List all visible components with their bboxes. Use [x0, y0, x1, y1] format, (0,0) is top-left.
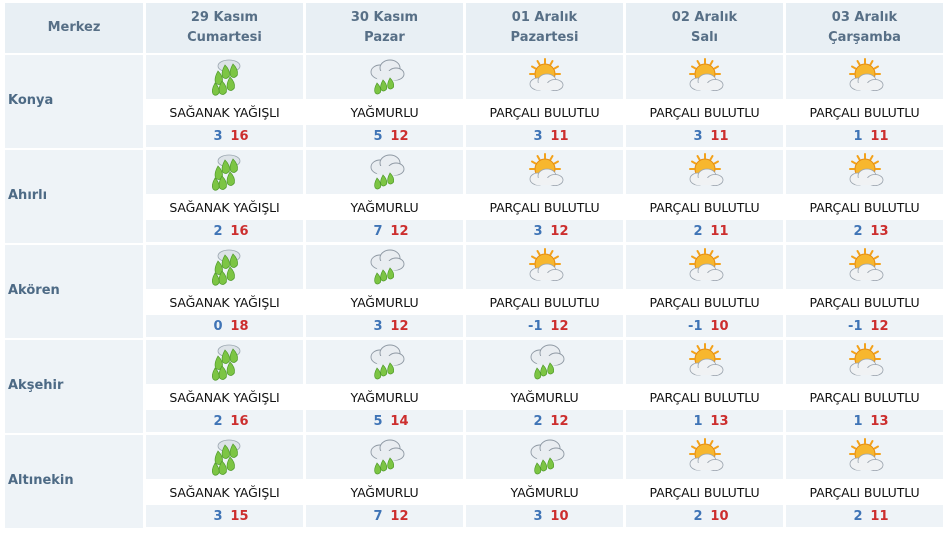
city-name: Ahırlı — [8, 188, 48, 203]
header-day-weekday: Salı — [690, 30, 719, 45]
condition-text: PARÇALI BULUTLU — [626, 99, 783, 125]
temperature-cell — [786, 410, 943, 432]
city-name: Akören — [8, 283, 60, 298]
city-name: Akşehir — [8, 378, 64, 393]
temperature-cell — [146, 220, 303, 242]
partly-cloudy-icon — [626, 435, 783, 477]
weather-icon-cell — [146, 340, 303, 384]
partly-cloudy-icon — [786, 340, 943, 382]
header-day-date: 03 Aralık — [831, 10, 898, 25]
min-temperature: 3 — [373, 318, 383, 334]
condition-text: PARÇALI BULUTLU — [466, 289, 623, 315]
min-temperature: 2 — [213, 413, 223, 429]
condition-text: SAĞANAK YAĞIŞLI — [146, 194, 303, 220]
weather-icon-cell — [786, 55, 943, 99]
heavy-rain-icon — [146, 55, 303, 97]
max-temperature: 10 — [550, 508, 569, 524]
partly-cloudy-icon — [786, 435, 943, 477]
temperature-cell — [786, 315, 943, 337]
partly-cloudy-icon — [466, 150, 623, 192]
header-day-date: 30 Kasım — [350, 10, 419, 25]
condition-text: SAĞANAK YAĞIŞLI — [146, 289, 303, 315]
heavy-rain-icon — [146, 340, 303, 382]
temperature-cell — [466, 220, 623, 242]
weather-icon-cell — [466, 340, 623, 384]
max-temperature: 16 — [230, 223, 249, 239]
condition-text: YAĞMURLU — [306, 479, 463, 505]
partly-cloudy-icon — [626, 55, 783, 97]
temperature-cell — [626, 220, 783, 242]
temperature-cell — [786, 125, 943, 147]
condition-text: PARÇALI BULUTLU — [466, 194, 623, 220]
max-temperature: 12 — [550, 413, 569, 429]
condition-text: YAĞMURLU — [466, 384, 623, 410]
condition-text: PARÇALI BULUTLU — [466, 99, 623, 125]
min-temperature: 2 — [853, 508, 863, 524]
max-temperature: 13 — [870, 223, 889, 239]
partly-cloudy-icon — [786, 55, 943, 97]
max-temperature: 10 — [710, 318, 729, 334]
min-temperature: -1 — [688, 318, 703, 334]
rain-cloud-icon — [306, 55, 463, 97]
rain-cloud-icon — [306, 340, 463, 382]
condition-text: SAĞANAK YAĞIŞLI — [146, 99, 303, 125]
min-temperature: 2 — [853, 223, 863, 239]
max-temperature: 16 — [230, 128, 249, 144]
condition-text: YAĞMURLU — [466, 479, 623, 505]
temperature-cell — [146, 125, 303, 147]
weather-icon-cell — [146, 150, 303, 194]
temperature-cell — [306, 505, 463, 527]
temperature-cell — [466, 410, 623, 432]
temperature-cell — [626, 125, 783, 147]
max-temperature: 12 — [550, 318, 569, 334]
min-temperature: 1 — [853, 413, 863, 429]
min-temperature: 0 — [213, 318, 223, 334]
max-temperature: 12 — [550, 223, 569, 239]
min-temperature: 2 — [693, 508, 703, 524]
weather-icon-cell — [626, 55, 783, 99]
min-temperature: 2 — [533, 413, 543, 429]
temperature-cell — [466, 125, 623, 147]
temperature-cell — [786, 505, 943, 527]
weather-icon-cell — [466, 245, 623, 289]
weather-icon-cell — [786, 150, 943, 194]
min-temperature: 7 — [373, 223, 383, 239]
rain-cloud-icon — [306, 245, 463, 287]
temperature-cell — [466, 315, 623, 337]
partly-cloudy-icon — [626, 245, 783, 287]
weather-icon-cell — [146, 55, 303, 99]
min-temperature: 3 — [533, 223, 543, 239]
temperature-cell — [626, 410, 783, 432]
weather-icon-cell — [626, 340, 783, 384]
city-name: Altınekin — [8, 473, 74, 488]
min-temperature: -1 — [528, 318, 543, 334]
rain-cloud-icon — [466, 435, 623, 477]
temperature-cell — [626, 315, 783, 337]
max-temperature: 11 — [710, 128, 729, 144]
max-temperature: 12 — [390, 318, 409, 334]
temperature-cell — [626, 505, 783, 527]
min-temperature: 2 — [213, 223, 223, 239]
weather-icon-cell — [306, 340, 463, 384]
max-temperature: 12 — [390, 508, 409, 524]
header-day — [466, 3, 623, 53]
partly-cloudy-icon — [466, 55, 623, 97]
condition-text: YAĞMURLU — [306, 194, 463, 220]
weather-icon-cell — [626, 150, 783, 194]
header-merkez-label: Merkez — [47, 20, 101, 35]
rain-cloud-icon — [466, 340, 623, 382]
max-temperature: 11 — [870, 508, 889, 524]
max-temperature: 13 — [870, 413, 889, 429]
partly-cloudy-icon — [786, 245, 943, 287]
temperature-cell — [306, 410, 463, 432]
max-temperature: 10 — [710, 508, 729, 524]
header-day — [146, 3, 303, 53]
weather-icon-cell — [466, 55, 623, 99]
header-day-date: 29 Kasım — [190, 10, 259, 25]
partly-cloudy-icon — [626, 340, 783, 382]
condition-text: PARÇALI BULUTLU — [626, 289, 783, 315]
temperature-cell — [146, 315, 303, 337]
weather-icon-cell — [306, 435, 463, 479]
condition-text: PARÇALI BULUTLU — [786, 289, 943, 315]
min-temperature: 2 — [693, 223, 703, 239]
heavy-rain-icon — [146, 435, 303, 477]
max-temperature: 14 — [390, 413, 409, 429]
max-temperature: 11 — [550, 128, 569, 144]
condition-text: YAĞMURLU — [306, 289, 463, 315]
partly-cloudy-icon — [466, 245, 623, 287]
partly-cloudy-icon — [626, 150, 783, 192]
min-temperature: 1 — [853, 128, 863, 144]
header-day-date: 01 Aralık — [511, 10, 578, 25]
max-temperature: 18 — [230, 318, 249, 334]
weather-icon-cell — [786, 340, 943, 384]
weather-icon-cell — [466, 435, 623, 479]
header-day-weekday: Pazartesi — [510, 30, 579, 45]
condition-text: PARÇALI BULUTLU — [786, 194, 943, 220]
min-temperature: 3 — [213, 508, 223, 524]
weather-icon-cell — [626, 245, 783, 289]
header-day — [626, 3, 783, 53]
city-name: Konya — [8, 93, 54, 108]
max-temperature: 15 — [230, 508, 249, 524]
temperature-cell — [306, 220, 463, 242]
temperature-cell — [146, 410, 303, 432]
condition-text: SAĞANAK YAĞIŞLI — [146, 479, 303, 505]
min-temperature: -1 — [848, 318, 863, 334]
header-day-weekday: Pazar — [364, 30, 405, 45]
heavy-rain-icon — [146, 150, 303, 192]
min-temperature: 3 — [533, 508, 543, 524]
max-temperature: 12 — [390, 223, 409, 239]
temperature-cell — [146, 505, 303, 527]
condition-text: PARÇALI BULUTLU — [626, 194, 783, 220]
condition-text: SAĞANAK YAĞIŞLI — [146, 384, 303, 410]
temperature-cell — [786, 220, 943, 242]
min-temperature: 5 — [373, 413, 383, 429]
header-day-date: 02 Aralık — [671, 10, 738, 25]
heavy-rain-icon — [146, 245, 303, 287]
header-day — [786, 3, 943, 53]
rain-cloud-icon — [306, 150, 463, 192]
partly-cloudy-icon — [786, 150, 943, 192]
min-temperature: 5 — [373, 128, 383, 144]
header-day-weekday: Cumartesi — [187, 30, 262, 45]
temperature-cell — [306, 315, 463, 337]
max-temperature: 13 — [710, 413, 729, 429]
weather-icon-cell — [786, 435, 943, 479]
weather-icon-cell — [146, 435, 303, 479]
header-day-weekday: Çarşamba — [828, 30, 901, 45]
weather-icon-cell — [146, 245, 303, 289]
condition-text: YAĞMURLU — [306, 99, 463, 125]
header-day — [306, 3, 463, 53]
weather-icon-cell — [466, 150, 623, 194]
weather-icon-cell — [626, 435, 783, 479]
max-temperature: 11 — [870, 128, 889, 144]
min-temperature: 3 — [213, 128, 223, 144]
max-temperature: 12 — [390, 128, 409, 144]
min-temperature: 7 — [373, 508, 383, 524]
temperature-cell — [306, 125, 463, 147]
weather-icon-cell — [786, 245, 943, 289]
weather-icon-cell — [306, 245, 463, 289]
condition-text: PARÇALI BULUTLU — [786, 479, 943, 505]
max-temperature: 12 — [870, 318, 889, 334]
condition-text: PARÇALI BULUTLU — [626, 384, 783, 410]
min-temperature: 3 — [693, 128, 703, 144]
temperature-cell — [466, 505, 623, 527]
condition-text: PARÇALI BULUTLU — [626, 479, 783, 505]
max-temperature: 16 — [230, 413, 249, 429]
max-temperature: 11 — [710, 223, 729, 239]
weather-icon-cell — [306, 55, 463, 99]
rain-cloud-icon — [306, 435, 463, 477]
condition-text: YAĞMURLU — [306, 384, 463, 410]
weather-icon-cell — [306, 150, 463, 194]
condition-text: PARÇALI BULUTLU — [786, 99, 943, 125]
condition-text: PARÇALI BULUTLU — [786, 384, 943, 410]
header-merkez — [5, 3, 143, 53]
min-temperature: 3 — [533, 128, 543, 144]
min-temperature: 1 — [693, 413, 703, 429]
